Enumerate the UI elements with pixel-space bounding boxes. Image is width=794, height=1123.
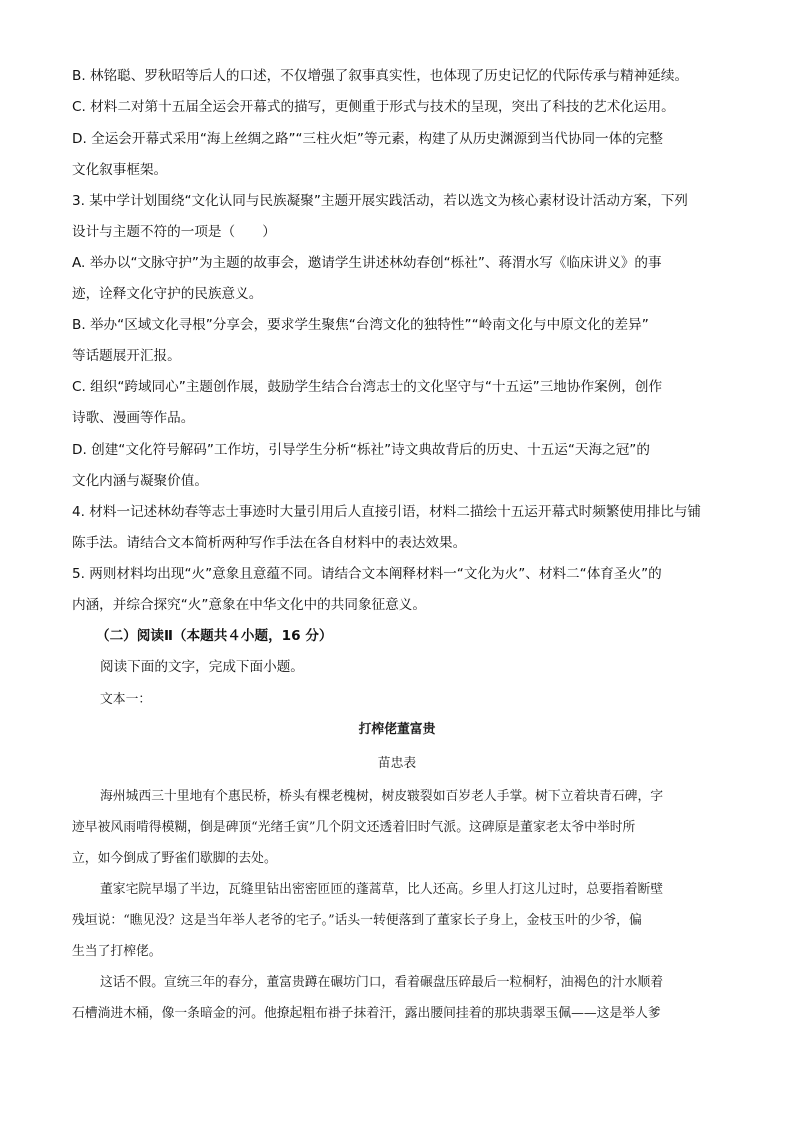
option-d-line-2: 文化叙事框架。: [72, 162, 168, 178]
q3-option-b-line-2: 等话题展开汇报。: [72, 348, 181, 364]
option-b-line: B. 林铭聪、罗秋昭等后人的口述，不仅增强了叙事真实性，也体现了历史记忆的代际传承与精神延续。: [72, 68, 689, 84]
story-paragraph-line: 这话不假。宣统三年的春分，董富贵蹲在碾坊门口，看着碾盘压碎最后一粒桐籽，油褐色的汁水顺着: [100, 975, 664, 990]
q3-option-b-line-1: B. 举办“区域文化寻根”分享会，要求学生聚焦“台湾文化的独特性”“岭南文化与中原文化的差异”: [72, 317, 649, 333]
q3-option-c-line-2: 诗歌、漫画等作品。: [72, 410, 195, 426]
question-4-line-2: 陈手法。请结合文本简析两种写作手法在各自材料中的表达效果。: [72, 535, 467, 551]
story-paragraph-line: 海州城西三十里地有个惠民桥，桥头有棵老槐树，树皮皲裂如百岁老人手掌。树下立着块青石碑，字: [100, 789, 664, 804]
q3-option-d-line-1: D. 创建“文化符号解码”工作坊，引导学生分析“栎社”诗文典故背后的历史、十五运“天海之冠”的: [72, 442, 650, 458]
question-5-line-1: 5. 两则材料均出现“火”意象且意蕴不同。请结合文本阐释材料一“文化为火”、材料二“体育圣火”的: [72, 566, 662, 582]
question-5-line-2: 内涵，并综合探究“火”意象在中华文化中的共同象征意义。: [72, 597, 426, 613]
question-4-line-1: 4. 材料一记述林幼春等志士事迹时大量引用后人直接引语，材料二描绘十五运开幕式时频繁使用排比与铺: [72, 504, 702, 520]
option-d-line-1: D. 全运会开幕式采用“海上丝绸之路”“三柱火炬”等元素，构建了从历史渊源到当代协同一体的完整: [72, 131, 664, 147]
q3-option-d-line-2: 文化内涵与凝聚价值。: [72, 473, 208, 489]
story-paragraph-line: 迹早被风雨啃得模糊，倒是碑顶“光绪壬寅”几个阴文还透着旧时气派。这碑原是董家老太爷中举时所: [72, 820, 636, 835]
section-heading: （二）阅读Ⅱ（本题共４小题，16 分）: [96, 628, 333, 644]
story-paragraph-line: 立，如今倒成了野雀们歇脚的去处。: [72, 851, 277, 866]
story-author: 苗忠表: [377, 756, 417, 771]
story-title: 打榨佬董富贵: [358, 722, 436, 737]
q3-option-a-line-2: 迹，诠释文化守护的民族意义。: [72, 286, 263, 302]
story-paragraph-line: 石槽淌进木桶，像一条暗金的河。他撩起粗布褂子抹着汗，露出腰间挂着的那块翡翠玉佩——这是举人爹: [72, 1006, 661, 1021]
q3-option-c-line-1: C. 组织“跨域同心”主题创作展，鼓励学生结合台湾志士的文化坚守与“十五运”三地协作案例，创作: [72, 379, 663, 395]
story-paragraph-line: 生当了打榨佬。: [72, 944, 162, 959]
option-c-line: C. 材料二对第十五届全运会开幕式的描写，更侧重于形式与技术的呈现，突出了科技的艺术化运用。: [72, 99, 675, 115]
story-paragraph-line: 残垣说：“瞧见没？这是当年举人老爷的宅子。”话头一转便落到了董家长子身上，金枝玉叶的少爷，偏: [72, 913, 642, 928]
q3-option-a-line-1: A. 举办以“文脉守护”为主题的故事会，邀请学生讲述林幼春创“栎社”、蒋渭水写《临床讲义》的事: [72, 255, 662, 271]
question-3-line-2: 设计与主题不符的一项是（ ）: [72, 224, 276, 240]
story-paragraph-line: 董家宅院早塌了半边，瓦缝里钻出密密匝匝的蓬蒿草，比人还高。乡里人打这儿过时，总要指着断壁: [100, 882, 664, 897]
text-label: 文本一：: [100, 692, 152, 707]
question-3-line-1: 3. 某中学计划围绕“文化认同与民族凝聚”主题开展实践活动，若以选文为核心素材设计活动方案，下列: [72, 193, 688, 209]
instruction-text: 阅读下面的文字，完成下面小题。: [100, 659, 304, 675]
